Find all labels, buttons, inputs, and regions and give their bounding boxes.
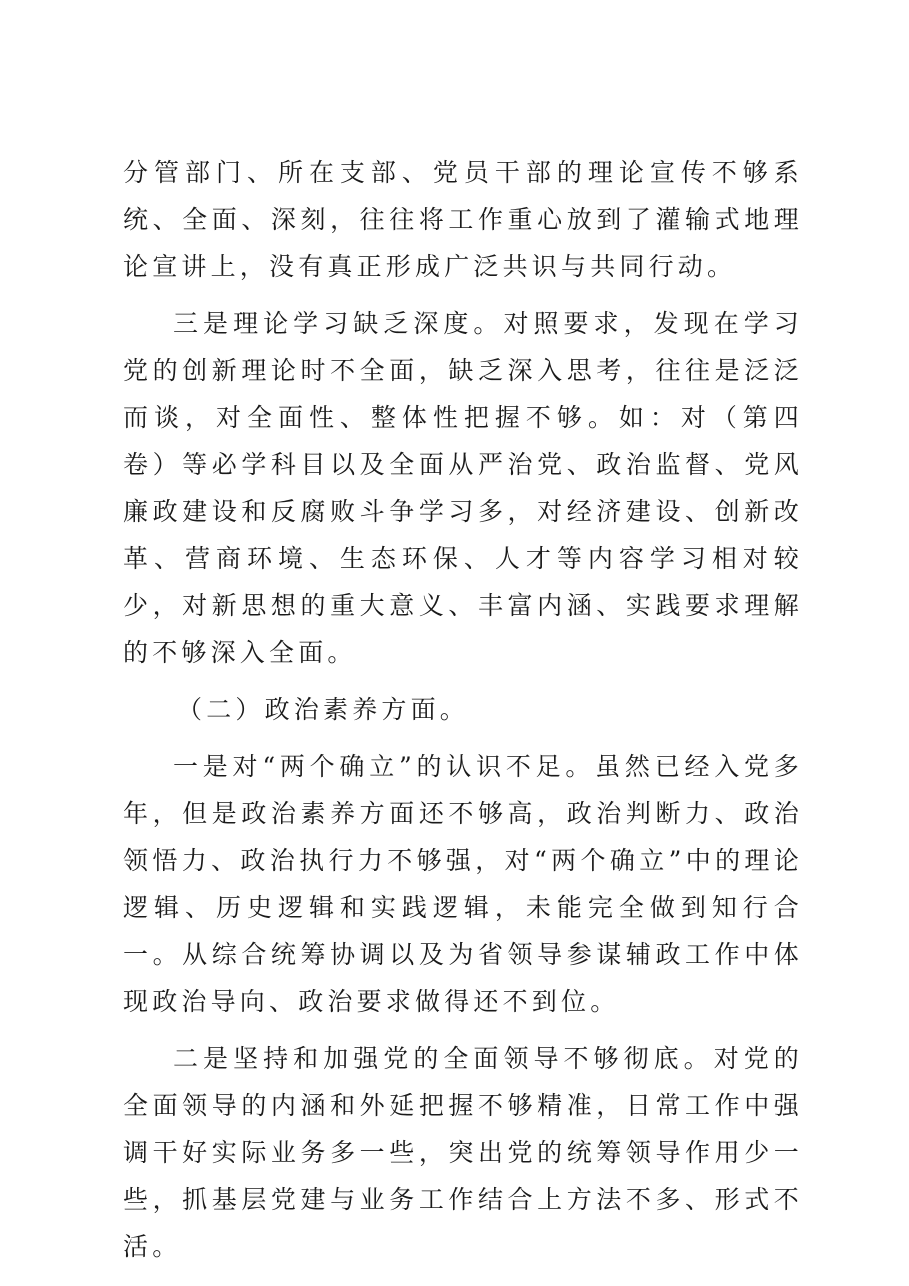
section-heading-political-quality: （二）政治素养方面。 <box>177 695 470 724</box>
paragraph-two-establishments: 一是对“两个确立”的认识不足。虽然已经入党多年，但是政治素养方面还不够高，政治判断力、政治领悟力、政治执行力不够强，对“两个确立”中的理论逻辑、历史逻辑和实践逻辑，未能完全做到知行合一。从综合统筹协调以及为省领导参谋辅政工作中体现政治导向、政治要求做得还不到位。 <box>123 752 803 1016</box>
paragraph-continuation: 分管部门、所在支部、党员干部的理论宣传不够系统、全面、深刻，往往将工作重心放到了灌输式地理论宣讲上，没有真正形成广泛共识与共同行动。 <box>123 158 803 281</box>
paragraph-theory-study: 三是理论学习缺乏深度。对照要求，发现在学习党的创新理论时不全面，缺乏深入思考，往往是泛泛而谈，对全面性、整体性把握不够。如：对（第四卷）等必学科目以及全面从严治党、政治监督、党风廉政建设和反腐败斗争学习多，对经济建设、创新改革、营商环境、生态环保、人才等内容学习相对较少，对新思想的重大意义、丰富内涵、实践要求理解的不够深入全面。 <box>123 309 803 667</box>
paragraph-party-leadership: 二是坚持和加强党的全面领导不够彻底。对党的全面领导的内涵和外延把握不够精准，日常工作中强调干好实际业务多一些，突出党的统筹领导作用少一些，抓基层党建与业务工作结合上方法不多、形式不活。 <box>123 1044 803 1261</box>
document-body <box>123 149 803 1270</box>
